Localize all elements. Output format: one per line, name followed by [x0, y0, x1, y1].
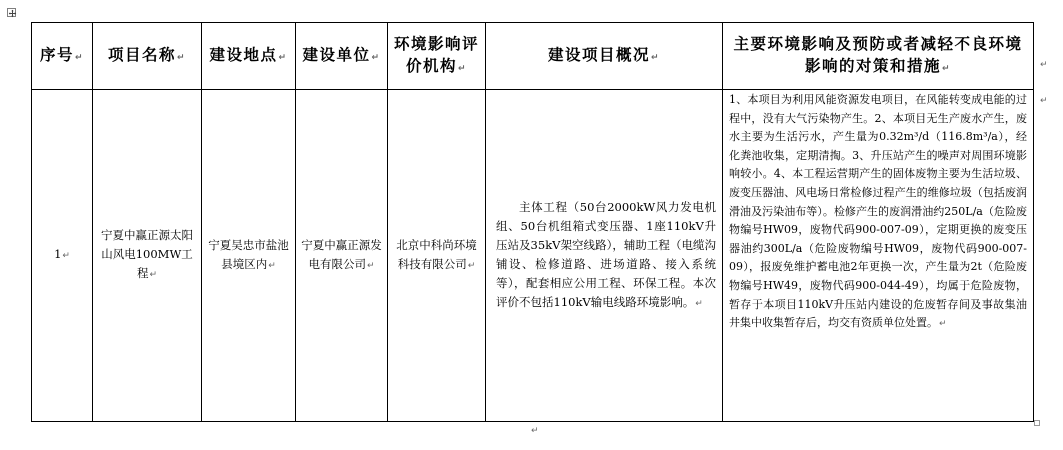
- header-index: 序号↵: [32, 23, 93, 90]
- table-resize-handle-icon[interactable]: [1034, 420, 1040, 426]
- header-builder: 建设单位↵: [296, 23, 388, 90]
- paragraph-mark-icon: ↵: [74, 52, 85, 63]
- cell-project-name[interactable]: 宁夏中赢正源太阳山风电100MW工程↵: [93, 90, 202, 422]
- header-measures: 主要环境影响及预防或者减轻不良环境影响的对策和措施↵: [723, 23, 1034, 90]
- eia-table: [31, 22, 1034, 422]
- cell-eia-agency[interactable]: 北京中科尚环境科技有限公司↵: [388, 90, 486, 422]
- paragraph-mark-icon: ↵: [941, 63, 952, 74]
- paragraph-mark-icon: ↵: [939, 319, 947, 330]
- paragraph-mark-icon: ↵: [650, 52, 661, 63]
- paragraph-mark-icon: ↵: [1040, 96, 1048, 106]
- header-overview: 建设项目概况↵: [486, 23, 723, 90]
- header-location: 建设地点↵: [202, 23, 296, 90]
- paragraph-mark-icon: ↵: [457, 63, 468, 74]
- paragraph-mark-icon: ↵: [695, 298, 703, 309]
- paragraph-mark-icon: ↵: [371, 52, 381, 63]
- paragraph-mark-icon: ↵: [1040, 60, 1048, 70]
- header-row: [32, 23, 1034, 90]
- cell-location[interactable]: 宁夏吴忠市盐池县境区内↵: [202, 90, 296, 422]
- paragraph-mark-icon: ↵: [176, 52, 187, 63]
- table-row: [32, 90, 1034, 422]
- paragraph-mark-icon: ↵: [366, 260, 375, 271]
- paragraph-mark-icon: ↵: [467, 260, 476, 271]
- header-project-name: 项目名称↵: [93, 23, 202, 90]
- cell-index[interactable]: 1↵: [32, 90, 93, 422]
- paragraph-mark-icon: ↵: [278, 52, 288, 63]
- paragraph-mark-icon: ↵: [531, 426, 539, 436]
- paragraph-mark-icon: ↵: [149, 270, 158, 280]
- cell-builder[interactable]: 宁夏中赢正源发电有限公司↵: [296, 90, 388, 422]
- paragraph-mark-icon: ↵: [62, 251, 70, 261]
- cell-measures[interactable]: 1、本项目为利用风能资源发电项目，在风能转变成电能的过程中，没有大气污染物产生。2、本项目无生产废水产生，废水主要为生活污水，产生量为0.32m³/d（116.8m³/a），经化粪池收集，定期清掏。3、升压站产生的噪声对周围环境影响较小。4、本工程运营期产生的固体废物主要为生活垃圾、废变压器油、风电场日常检修过程产生的维修垃圾（包括废润滑油及污染油布等）。检修产生的废润滑油约250L/a（危险废物编号HW09，废物代码900-007-09），定期更换的废变压器油约300L/a（危险废物编号HW09，废物代码900-007-09），报废免维护蓄电池2年更换一次，产生量为2t（危险废物编号HW49，废物代码900-044-49），均属于危险废物，暂存于本项目110kV升压站内建设的危废暂存间及事故集油井集中收集暂存后，均交有资质单位处置。↵: [723, 90, 1034, 422]
- header-eia-agency: 环境影响评价机构↵: [388, 23, 486, 90]
- cell-overview[interactable]: 主体工程（50台2000kW风力发电机组、50台机组箱式变压器、1座110kV升压站及35kV架空线路），辅助工程（电缆沟铺设、检修道路、进场道路、接入系统等），配套相应公用工程、环保工程。本次评价不包括110kV输电线路环境影响。↵: [486, 90, 723, 422]
- paragraph-mark-icon: ↵: [268, 260, 276, 271]
- table-move-handle-icon[interactable]: [7, 8, 16, 17]
